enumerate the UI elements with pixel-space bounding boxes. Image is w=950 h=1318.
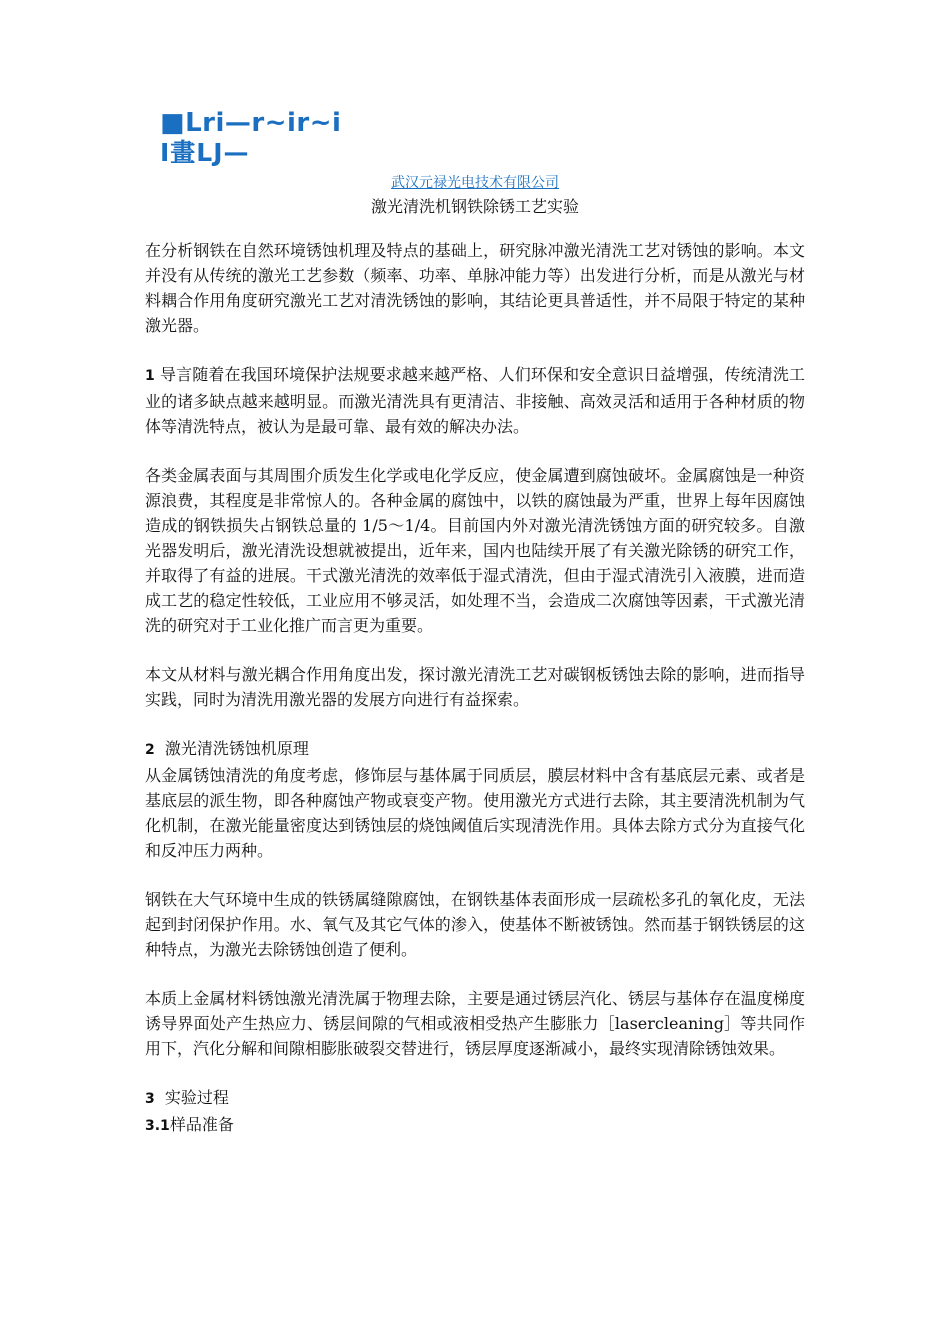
company-link[interactable]: 武汉元禄光电技术有限公司: [391, 175, 559, 191]
purpose-paragraph: 本文从材料与激光耦合作用角度出发，探讨激光清洗工艺对碳钢板锈蚀去除的影响，进而指导实践，同时为清洗用激光器的发展方向进行有益探索。: [145, 665, 805, 709]
section-2-title: 激光清洗锈蚀机原理: [164, 739, 309, 758]
section-3-1-number: 3.1: [145, 1118, 170, 1134]
section-3-title: 实验过程: [164, 1088, 229, 1107]
physics-paragraph: 本质上金属材料锈蚀激光清洗属于物理去除，主要是通过锈层汽化、锈层与基体存在温度梯度诱导界面处产生热应力、锈层间隙的气相或液相受热产生膨胀力［lasercleaning］等共同作用下，汽化分解和间隙相膨胀破裂交替进行，锈层厚度逐渐减小，最终实现清除锈蚀效果。: [145, 989, 805, 1058]
section-3-1-heading: [145, 1112, 805, 1139]
section-1-paragraph: [145, 362, 805, 439]
document-body: [145, 238, 805, 1139]
section-1-text: 导言随着在我国环境保护法规要求越来越严格、人们环保和安全意识日益增强，传统清洗工业的诸多缺点越来越明显。而激光清洗具有更清洁、非接触、高效灵活和适用于各种材质的物体等清洗特点，被认为是最可靠、最有效的解决办法。: [145, 365, 805, 436]
abstract-paragraph: 在分析钢铁在自然环境锈蚀机理及特点的基础上，研究脉冲激光清洗工艺对锈蚀的影响。本文并没有从传统的激光工艺参数（频率、功率、单脉冲能力等）出发进行分析，而是从激光与材料耦合作用角度研究激光工艺对清洗锈蚀的影响，其结论更具普适性，并不局限于特定的某种激光器。: [145, 241, 805, 335]
section-1-number: 1: [145, 368, 155, 384]
section-2-number: 2: [145, 742, 155, 758]
section-2-heading: [145, 736, 805, 763]
logo-line-1: ■Lri—r~ir~i: [160, 108, 342, 138]
mechanism-paragraph: 从金属锈蚀清洗的角度考虑，修饰层与基体属于同质层，膜层材料中含有基底层元素、或者是基底层的派生物，即各种腐蚀产物或衰变产物。使用激光方式进行去除，其主要清洗机制为气化机制，在激光能量密度达到锈蚀层的烧蚀阈值后实现清洗作用。具体去除方式分为直接气化和反冲压力两种。: [145, 766, 805, 860]
rust-paragraph: 钢铁在大气环境中生成的铁锈属缝隙腐蚀，在钢铁基体表面形成一层疏松多孔的氧化皮，无法起到封闭保护作用。水、氧气及其它气体的渗入，使基体不断被锈蚀。然而基于钢铁锈层的这种特点，为激光去除锈蚀创造了便利。: [145, 890, 805, 959]
document-title: 激光清洗机钢铁除锈工艺实验: [370, 197, 579, 216]
section-3-heading: [145, 1085, 805, 1112]
section-3-number: 3: [145, 1091, 155, 1107]
corrosion-paragraph: 各类金属表面与其周围介质发生化学或电化学反应，使金属遭到腐蚀破坏。金属腐蚀是一种资源浪费，其程度是非常惊人的。各种金属的腐蚀中，以铁的腐蚀最为严重，世界上每年因腐蚀造成的钢铁损失占钢铁总量的 1/5～1/4。目前国内外对激光清洗锈蚀方面的研究较多。自激光器发明后，激光清洗设想就被提出，近年来，国内也陆续开展了有关激光除锈的研究工作，并取得了有益的进展。干式激光清洗的效率低于湿式清洗，但由于湿式清洗引入液膜，进而造成工艺的稳定性较低，工业应用不够灵活，如处理不当，会造成二次腐蚀等因素，干式激光清洗的研究对于工业化推广而言更为重要。: [145, 466, 805, 635]
section-3-1-title: 样品准备: [169, 1115, 234, 1134]
company-logo: [160, 110, 341, 165]
logo-line-2: I畫LJ—: [160, 138, 250, 167]
